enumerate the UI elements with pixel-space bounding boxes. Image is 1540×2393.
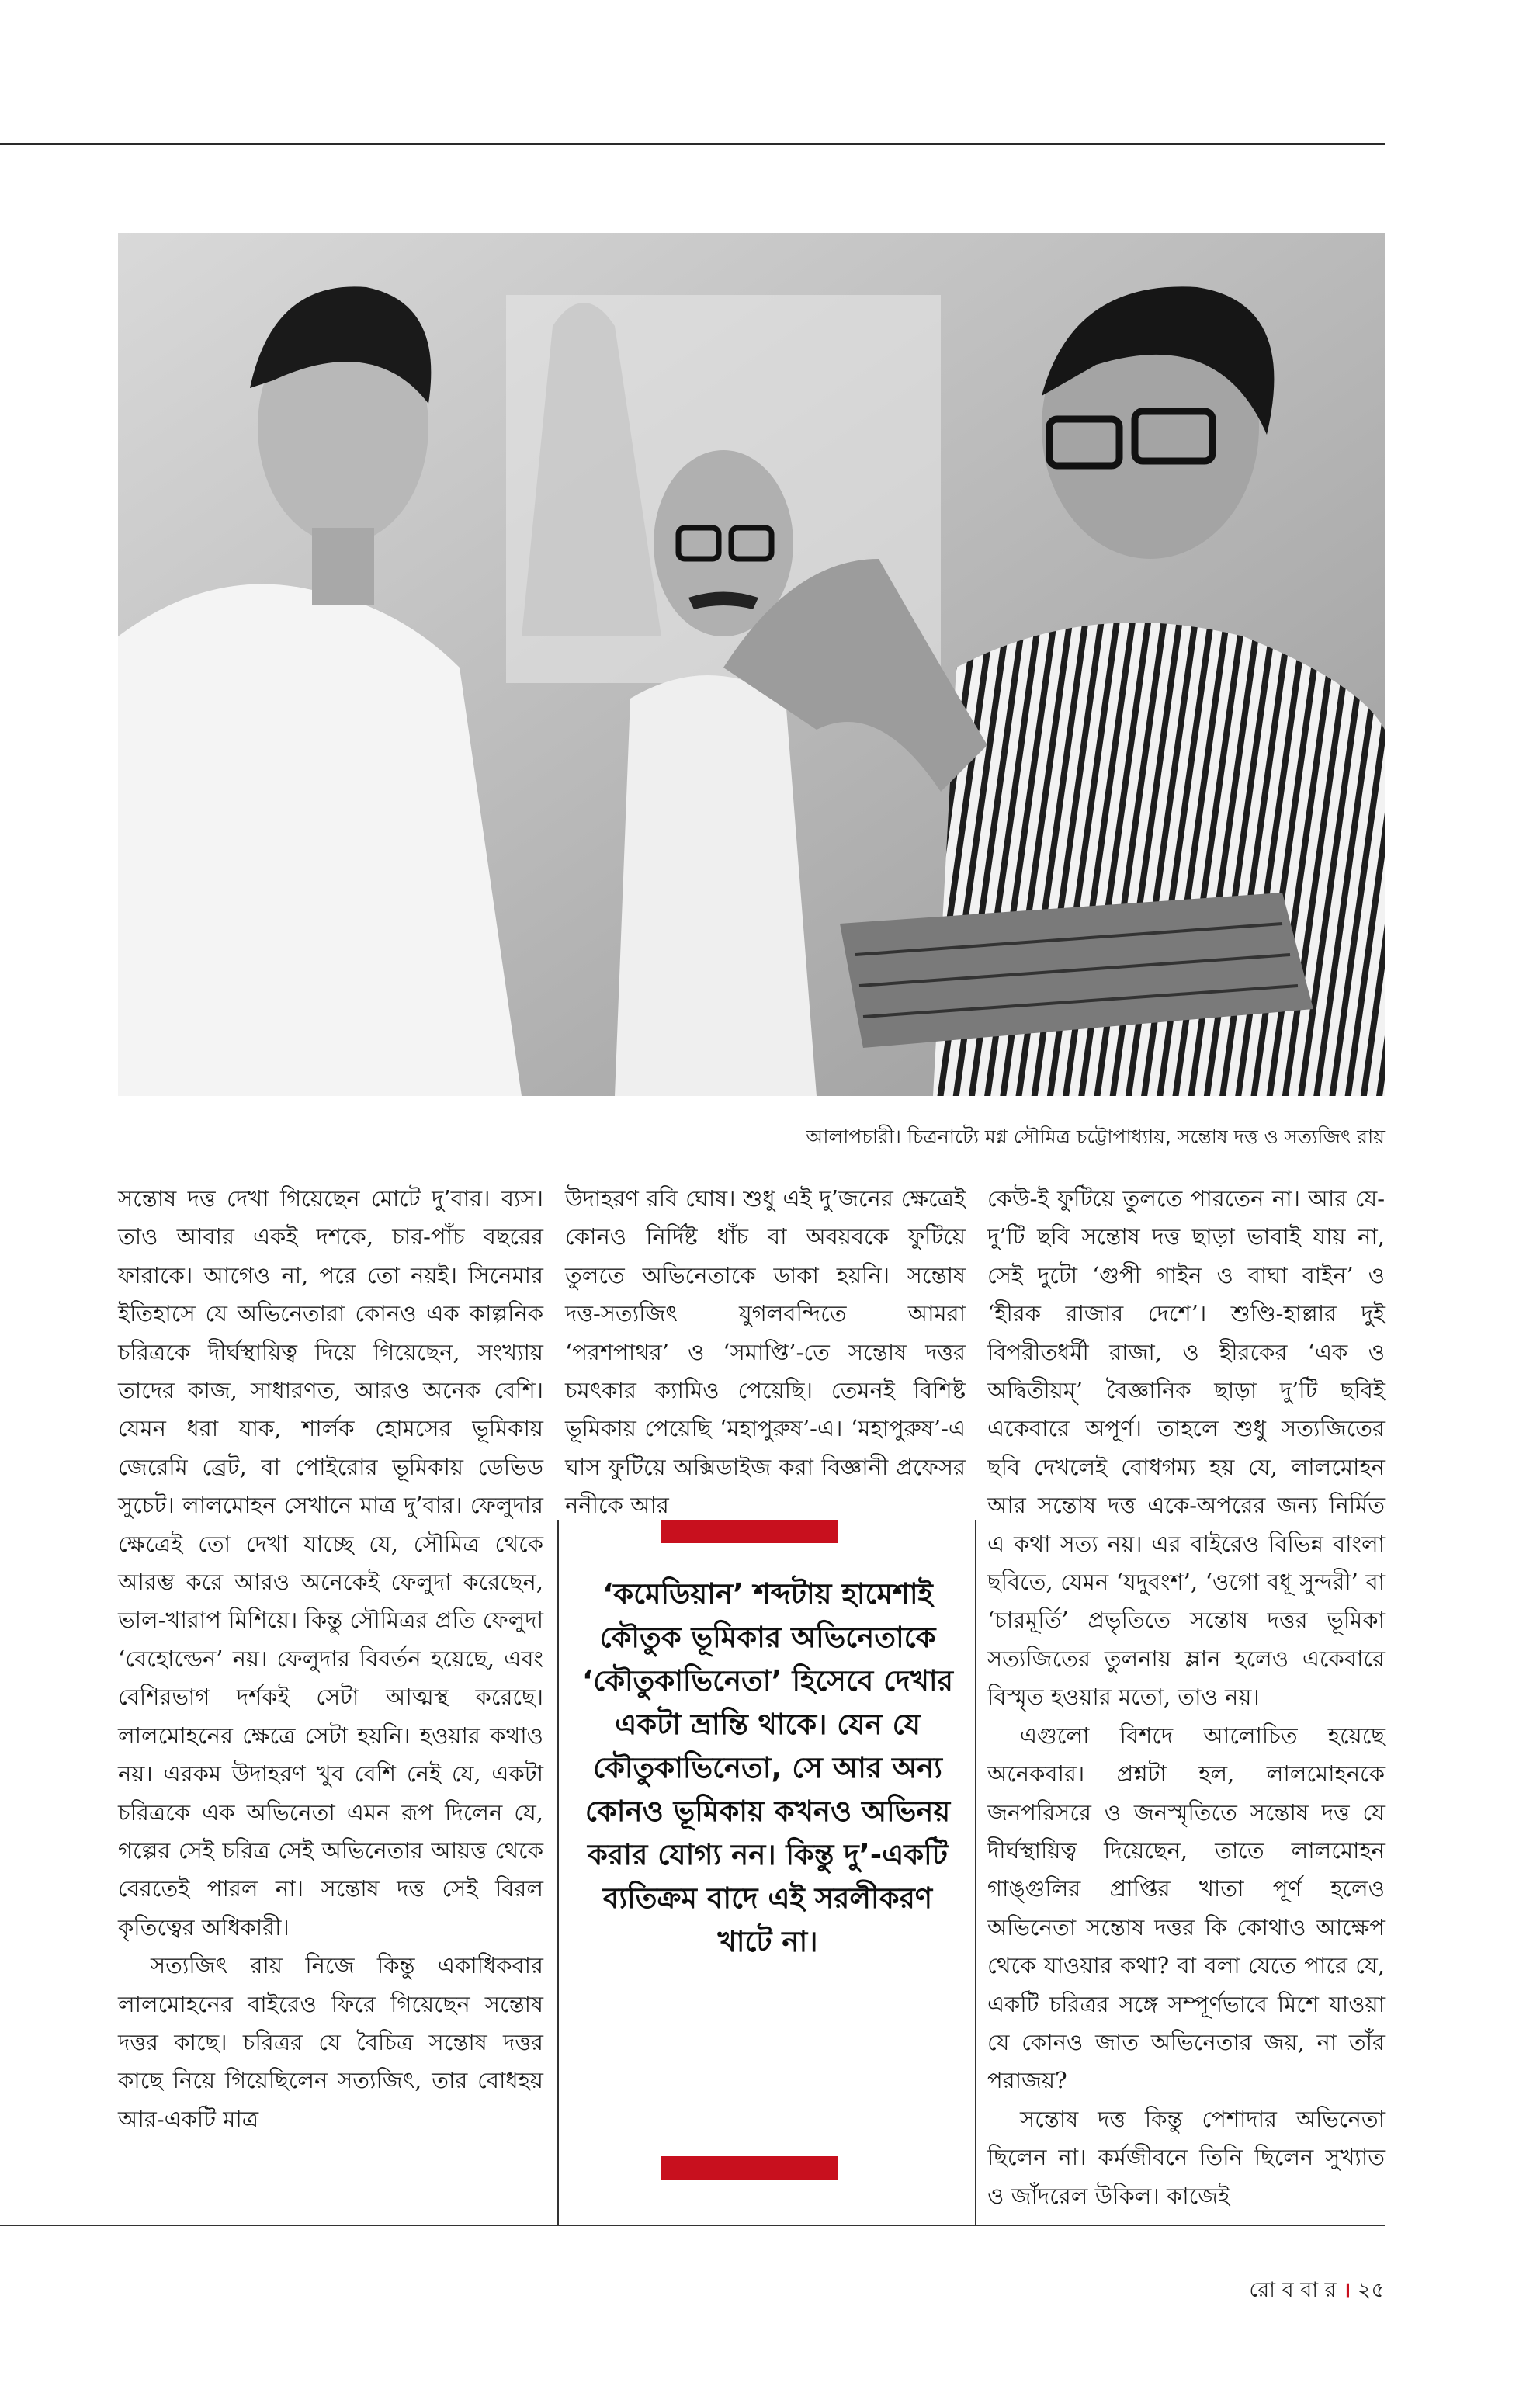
pullquote-bottom-bar	[661, 2156, 838, 2180]
footer-separator: ।	[1343, 2278, 1351, 2302]
paragraph: উদাহরণ রবি ঘোষ। শুধু এই দু’জনের ক্ষেত্রেই কোনও নির্দিষ্ট ধাঁচ বা অবয়বকে ফুটিয়ে তুলতে অভিনেতাকে ডাকা হয়নি। সন্তোষ দত্ত-সত্যজিৎ যুগলবন্দিতে আমরা ‘পরশপাথর’ ও ‘সমাপ্তি’-তে সন্তোষ দত্তর চমৎকার ক্যামিও পেয়েছি। তেমনই বিশিষ্ট ভূমিকায় পেয়েছি ‘মহাপুরুষ’-এ। ‘মহাপুরুষ’-এ ঘাস ফুটিয়ে অক্সিডাইজ করা বিজ্ঞানী প্রফেসর ননীকে আর	[565, 1185, 966, 1519]
pullquote-top-bar	[661, 1520, 838, 1543]
article-column-1	[118, 1180, 543, 2204]
photo-illustration	[118, 233, 1385, 1096]
column-divider-right	[975, 1520, 976, 2226]
magazine-name: রো ব বা র	[1249, 2278, 1337, 2302]
paragraph: সন্তোষ দত্ত দেখা গিয়েছেন মোটে দু’বার। ব্যস। তাও আবার একই দশকে, চার-পাঁচ বছরের ফারাকে। আগেও না, পরে তো নয়ই। সিনেমার ইতিহাসে যে অভিনেতারা কোনও এক কাল্পনিক চরিত্রকে দীর্ঘস্থায়িত্ব দিয়ে গিয়েছেন, সংখ্যায় তাদের কাজ, সাধারণত, আরও অনেক বেশি। যেমন ধরা যাক, শার্লক হোমসের ভূমিকায় জেরেমি ব্রেট, বা পোইরোর ভূমিকায় ডেভিড সুচেট। লালমোহন সেখানে মাত্র দু’বার। ফেলুদার ক্ষেত্রেই তো দেখা যাচ্ছে যে, সৌমিত্র থেকে আরম্ভ করে আরও অনেকেই ফেলুদা করেছেন, ভাল-খারাপ মিশিয়ে। কিন্তু সৌমিত্রর প্রতি ফেলুদা ‘বেহোল্ডেন’ নয়। ফেলুদার বিবর্তন হয়েছে, এবং বেশিরভাগ দর্শকই সেটা আত্মস্থ করেছে। লালমোহনের ক্ষেত্রে সেটা হয়নি। হওয়ার কথাও নয়। এরকম উদাহরণ খুব বেশি নেই যে, একটা চরিত্রকে এক অভিনেতা এমন রূপ দিলেন যে, গল্পের সেই চরিত্র সেই অভিনেতার আয়ত্ত থেকে বেরতেই পারল না। সন্তোষ দত্ত সেই বিরল কৃতিত্বের অধিকারী।	[118, 1185, 543, 1940]
top-rule	[0, 143, 1385, 145]
paragraph: সত্যজিৎ রায় নিজে কিন্তু একাধিকবার লালমোহনের বাইরেও ফিরে গিয়েছেন সন্তোষ দত্তর কাছে। চরিত্রর যে বৈচিত্র সন্তোষ দত্তর কাছে নিয়ে গিয়েছিলেন সত্যজিৎ, তার বোধহয় আর-একটি মাত্র	[118, 1952, 543, 2132]
photo-caption: আলাপচারী। চিত্রনাট্যে মগ্ন সৌমিত্র চট্টোপাধ্যায়, সন্তোষ দত্ত ও সত্যজিৎ রায়	[806, 1125, 1385, 1148]
pullquote: ‘কমেডিয়ান’ শব্দটায় হামেশাই কৌতুক ভূমিকার অভিনেতাকে ‘কৌতুকাভিনেতা’ হিসেবে দেখার একটা ভ্রান্তি থাকে। যেন যে কৌতুকাভিনেতা, সে আর অন্য কোনও ভূমিকায় কখনও অভিনয় করার যোগ্য নন। কিন্তু দু’-একটি ব্যতিক্রম বাদে এই সরলীকরণ খাটে না।	[582, 1577, 953, 1958]
paragraph: এগুলো বিশদে আলোচিত হয়েছে অনেকবার। প্রশ্নটা হল, লালমোহনকে জনপরিসরে ও জনস্মৃতিতে সন্তোষ দত্ত যে দীর্ঘস্থায়িত্ব দিয়েছেন, তাতে লালমোহন গাঙ্গুলির প্রাপ্তির খাতা পূর্ণ হলেও অভিনেতা সন্তোষ দত্তর কি কোথাও আক্ষেপ থেকে যাওয়ার কথা? বা বলা যেতে পারে যে, একটি চরিত্রর সঙ্গে সম্পূর্ণভাবে মিশে যাওয়া যে কোনও জাত অভিনেতার জয়, না তাঁর পরাজয়?	[987, 1722, 1385, 2094]
article-photo	[118, 233, 1385, 1096]
page-number: ২৫	[1357, 2278, 1385, 2302]
page-footer	[1249, 2274, 1385, 2309]
paragraph: সন্তোষ দত্ত কিন্তু পেশাদার অভিনেতা ছিলেন না। কর্মজীবনে তিনি ছিলেন সুখ্যাত ও জাঁদরেল উকিল। কাজেই	[987, 2105, 1385, 2209]
bottom-rule	[0, 2225, 1385, 2226]
column-divider-left	[557, 1520, 559, 2226]
article-column-2	[565, 1180, 966, 1519]
article-column-3	[987, 1180, 1385, 2209]
paragraph: কেউ-ই ফুটিয়ে তুলতে পারতেন না। আর যে-দু’টি ছবি সন্তোষ দত্ত ছাড়া ভাবাই যায় না, সেই দুটো ‘গুপী গাইন ও বাঘা বাইন’ ও ‘হীরক রাজার দেশে’। শুণ্ডি-হাল্লার দুই বিপরীতধর্মী রাজা, ও হীরকের ‘এক ও অদ্বিতীয়ম্’ বৈজ্ঞানিক ছাড়া দু’টি ছবিই একেবারে অপূর্ণ। তাহলে শুধু সত্যজিতের ছবি দেখলেই বোধগম্য হয় যে, লালমোহন আর সন্তোষ দত্ত একে-অপরের জন্য নির্মিত এ কথা সত্য নয়। এর বাইরেও বিভিন্ন বাংলা ছবিতে, যেমন ‘যদুবংশ’, ‘ওগো বধূ সুন্দরী’ বা ‘চারমূর্তি’ প্রভৃতিতে সন্তোষ দত্তর ভূমিকা সত্যজিতের তুলনায় ম্লান হলেও একেবারে বিস্মৃত হওয়ার মতো, তাও নয়।	[987, 1185, 1385, 1711]
